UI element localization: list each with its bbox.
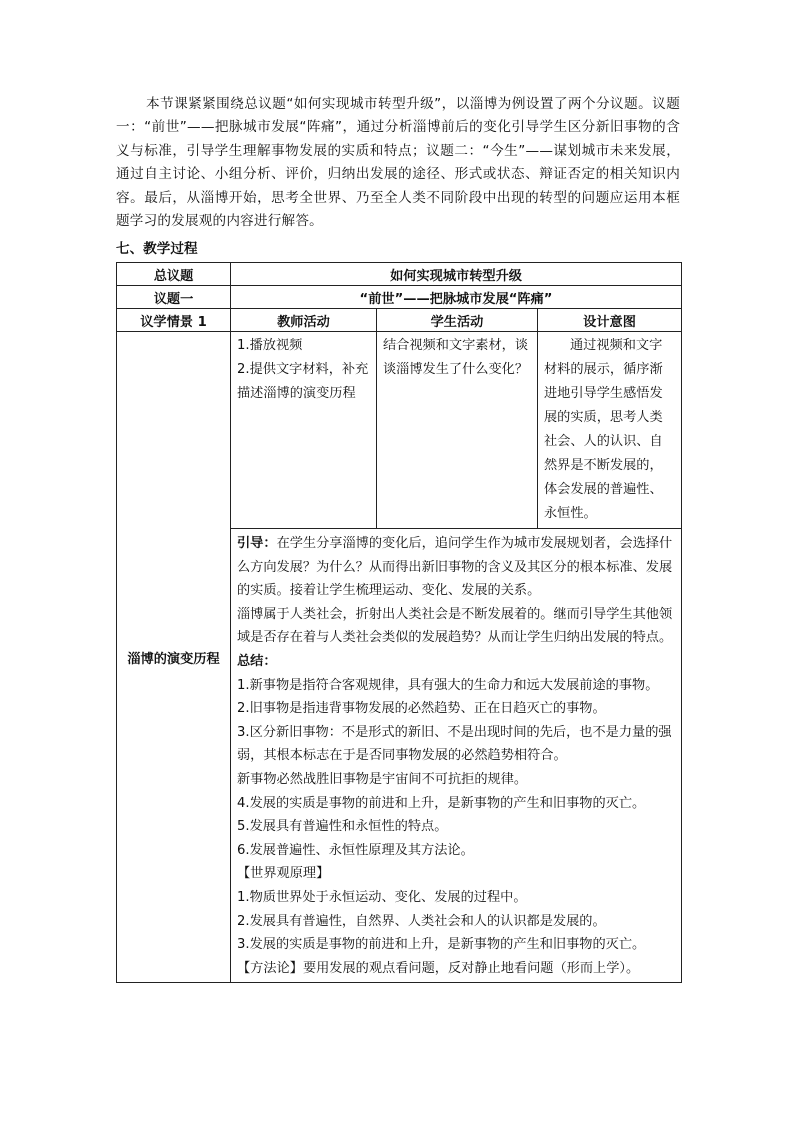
summary-item: 2.旧事物是指违背事物发展的必然趋势、正在日趋灭亡的事物。: [237, 701, 606, 717]
intro-paragraph: 本节课紧紧围绕总议题“如何实现城市转型升级”，以淄博为例设置了两个分议题。议题一：“前世”——把脉城市发展“阵痛”，通过分析淄博前后的变化引导学生区分新旧事物的含义与标准，引导学生理解事物发展的实质和特点；议题二：“今生”——谋划城市未来发展，通过自主讨论、小组分析、评价，归纳出发展的途径、形式或状态、辩证否定的相关知识内容。最后，从淄博开始，思考全世界、乃至全人类不同阶段中出现的转型的问题应运用本框题学习的发展观的内容进行解答。: [116, 96, 680, 230]
teacher-activity-header: 教师活动: [231, 309, 377, 332]
table-row: [117, 332, 682, 529]
section-heading: 七、教学过程: [116, 241, 198, 257]
summary-item: 5.发展具有普遍性和永恒性的特点。: [237, 819, 448, 835]
scenario-side-label: 淄博的演变历程: [117, 332, 231, 983]
guide-paragraph-1: 引导：在学生分享淄博的变化后，追问学生作为城市发展规划者，会选择什么方向发展？为什么？从而得出新旧事物的含义及其区分的根本标准、发展的实质。接着让学生梳理运动、变化、发展的关系。: [237, 536, 673, 599]
teaching-process-table: [116, 262, 682, 983]
teacher-item: 1.播放视频: [237, 338, 303, 353]
summary-item: 1.新事物是指符合客观规律，具有强大的生命力和远大发展前途的事物。: [237, 677, 659, 693]
guide-paragraph-2: 淄博属于人类社会，折射出人类社会是不断发展着的。继而引导学生其他领域是否存在着与人类社会类似的发展趋势？从而让学生归纳出发展的特点。: [237, 606, 673, 646]
summary-title: 总结：: [237, 653, 277, 669]
summary-item: 4.发展的实质是事物的前进和上升，是新事物的产生和旧事物的灭亡。: [237, 795, 646, 811]
worldview-item: 2.发展具有普遍性，自然界、人类社会和人的认识都是发展的。: [237, 913, 606, 929]
teacher-item: 2.提供文字材料，补充描述淄博的演变历程: [237, 362, 369, 401]
design-intent-cell: 通过视频和文字材料的展示，循序渐进地引导学生感悟发展的实质，思考人类社会、人的认识、自然界是不断发展的，体会发展的普遍性、永恒性。: [538, 332, 682, 529]
scenario-label: 议学情景 1: [117, 309, 231, 332]
student-activity-header: 学生活动: [377, 309, 538, 332]
design-intent-header: 设计意图: [538, 309, 682, 332]
guide-lead: 引导：: [237, 536, 277, 551]
main-topic-value: 如何实现城市转型升级: [231, 263, 682, 286]
worldview-item: 1.物质世界处于永恒运动、变化、发展的过程中。: [237, 889, 527, 905]
summary-item: 新事物必然战胜旧事物是宇宙间不可抗拒的规律。: [237, 771, 528, 787]
methodology-line: 【方法论】要用发展的观点看问题，反对静止地看问题（形而上学）。: [237, 960, 640, 976]
worldview-item: 3.发展的实质是事物的前进和上升，是新事物的产生和旧事物的灭亡。: [237, 937, 646, 953]
teacher-activity-cell: [231, 332, 377, 529]
worldview-title: 【世界观原理】: [237, 866, 330, 882]
table-row: [117, 309, 682, 332]
student-activity-cell: 结合视频和文字素材，谈谈淄博发生了什么变化？: [377, 332, 538, 529]
guidance-cell: [231, 529, 682, 983]
summary-item: 3.区分新旧事物：不是形式的新旧、不是出现时间的先后，也不是力量的强弱，其根本标志在于是否同事物发展的必然趋势相符合。: [237, 724, 672, 764]
subtopic-label: 议题一: [117, 286, 231, 309]
main-topic-label: 总议题: [117, 263, 231, 286]
methodology-label: 【方法论】: [237, 960, 303, 976]
table-row: [117, 263, 682, 286]
subtopic-value: “前世”——把脉城市发展“阵痛”: [231, 286, 682, 309]
summary-item: 6.发展普遍性、永恒性原理及其方法论。: [237, 842, 474, 858]
intro-text: [116, 93, 680, 233]
table-row: [117, 286, 682, 309]
